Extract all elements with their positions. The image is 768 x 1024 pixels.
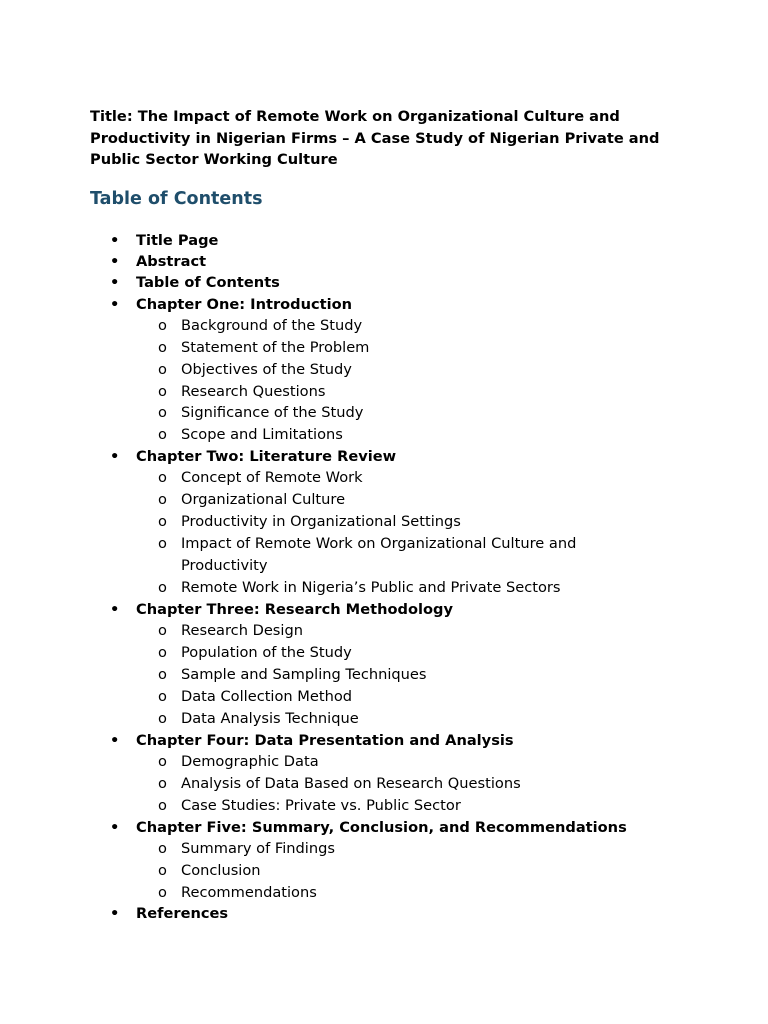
toc-subitem (136, 751, 611, 773)
toc-item (0, 294, 768, 447)
toc-subitem (136, 337, 611, 359)
toc-subitem (136, 424, 611, 446)
toc-subitem-label: Scope and Limitations (181, 426, 343, 444)
sub-bullet-icon: o (158, 382, 167, 400)
sub-bullet-icon: o (158, 752, 167, 770)
bullet-icon: • (110, 731, 120, 749)
toc-item (0, 903, 768, 924)
toc-subitem (136, 773, 611, 795)
bullet-icon: • (110, 295, 120, 313)
toc-subitem-label: Objectives of the Study (181, 360, 352, 378)
toc-subitem (136, 533, 611, 577)
sub-bullet-icon: o (158, 709, 167, 727)
toc-subitem-label: Organizational Culture (181, 491, 346, 509)
sub-bullet-icon: o (158, 644, 167, 661)
sub-bullet-icon: o (158, 861, 167, 879)
sub-bullet-icon: o (158, 316, 167, 334)
toc-subitem (136, 642, 611, 664)
toc-item (0, 230, 768, 251)
toc-subitem-label: Background of the Study (181, 316, 363, 334)
toc-subitem (136, 860, 611, 882)
toc-subitem-label: Conclusion (181, 861, 261, 879)
sub-bullet-icon: o (158, 338, 167, 356)
toc-subitem-label: Analysis of Data Based on Research Questions (181, 774, 521, 792)
sub-bullet-icon: o (158, 360, 167, 378)
toc-subitem-label: Data Collection Method (181, 687, 353, 705)
sub-bullet-icon: o (158, 535, 167, 553)
toc-subitem-label: Productivity in Organizational Settings (181, 513, 461, 531)
toc-subitem (136, 315, 611, 337)
toc-sublist (136, 315, 768, 446)
toc-subitem (136, 467, 611, 489)
toc-subitem-label: Concept of Remote Work (181, 469, 363, 487)
toc-subitem-label: Statement of the Problem (181, 338, 370, 356)
toc-subitem-label: Research Design (181, 622, 303, 640)
toc-item (0, 730, 768, 817)
toc-subitem-label: Demographic Data (181, 752, 319, 770)
toc-item (0, 446, 768, 599)
toc-subitem-label: Sample and Sampling Techniques (181, 665, 427, 683)
sub-bullet-icon: o (158, 469, 167, 487)
toc-heading: Table of Contents (90, 189, 263, 209)
toc-sublist (136, 751, 768, 817)
toc-subitem (136, 686, 611, 708)
toc-item-label: References (136, 905, 229, 923)
sub-bullet-icon: o (158, 513, 167, 531)
toc-subitem-label: Significance of the Study (181, 404, 364, 422)
toc-item-label: Title Page (136, 232, 219, 249)
sub-bullet-icon: o (158, 883, 167, 901)
sub-bullet-icon: o (158, 774, 167, 792)
sub-bullet-icon: o (158, 622, 167, 640)
toc-subitem-label: Recommendations (181, 883, 317, 901)
toc-subitem-label: Research Questions (181, 382, 326, 400)
document-title: Title: The Impact of Remote Work on Organizational Culture and Productivity in Nigerian Firms – A Case Study of Nigerian Private and Public Sector Working Culture (90, 108, 660, 168)
toc-subitem (136, 795, 611, 817)
sub-bullet-icon: o (158, 665, 167, 683)
toc-subitem (136, 882, 611, 904)
sub-bullet-icon: o (158, 491, 167, 509)
sub-bullet-icon: o (158, 796, 167, 814)
bullet-icon: • (110, 818, 120, 836)
toc-item-label: Chapter Three: Research Methodology (136, 600, 453, 618)
toc-item-label: Chapter Five: Summary, Conclusion, and Recommendations (136, 818, 627, 836)
toc-subitem (136, 489, 611, 511)
toc-item-label: Abstract (136, 253, 207, 271)
sub-bullet-icon: o (158, 578, 167, 596)
bullet-icon: • (110, 448, 120, 466)
sub-bullet-icon: o (158, 404, 167, 422)
toc-sublist (136, 467, 768, 598)
toc-item (0, 251, 768, 272)
toc-subitem (136, 511, 611, 533)
table-of-contents-list (0, 230, 768, 925)
sub-bullet-icon: o (158, 839, 167, 857)
toc-subitem (136, 381, 611, 403)
toc-item-label: Chapter One: Introduction (136, 295, 353, 313)
toc-subitem-label: Summary of Findings (181, 839, 335, 857)
toc-subitem (136, 577, 611, 599)
bullet-icon: • (110, 274, 120, 292)
toc-subitem-label: Impact of Remote Work on Organizational Culture and Productivity (181, 535, 577, 575)
toc-subitem (136, 359, 611, 381)
bullet-icon: • (110, 905, 120, 923)
sub-bullet-icon: o (158, 426, 167, 444)
toc-item-label: Chapter Four: Data Presentation and Analysis (136, 731, 514, 749)
toc-sublist (136, 838, 768, 904)
toc-subitem (136, 620, 611, 642)
toc-subitem-label: Remote Work in Nigeria’s Public and Private Sectors (181, 578, 561, 596)
toc-item (0, 272, 768, 293)
toc-item (0, 599, 768, 730)
toc-sublist (136, 620, 768, 730)
bullet-icon: • (110, 232, 120, 249)
bullet-icon: • (110, 600, 120, 618)
toc-subitem-label: Data Analysis Technique (181, 709, 359, 727)
toc-subitem (136, 664, 611, 686)
toc-subitem-label: Case Studies: Private vs. Public Sector (181, 796, 461, 814)
toc-item-label: Table of Contents (136, 274, 280, 292)
toc-subitem (136, 708, 611, 730)
sub-bullet-icon: o (158, 687, 167, 705)
bullet-icon: • (110, 253, 120, 271)
toc-subitem (136, 838, 611, 860)
toc-subitem-label: Population of the Study (181, 644, 352, 661)
toc-subitem (136, 402, 611, 424)
toc-item (0, 817, 768, 904)
toc-item-label: Chapter Two: Literature Review (136, 448, 397, 466)
